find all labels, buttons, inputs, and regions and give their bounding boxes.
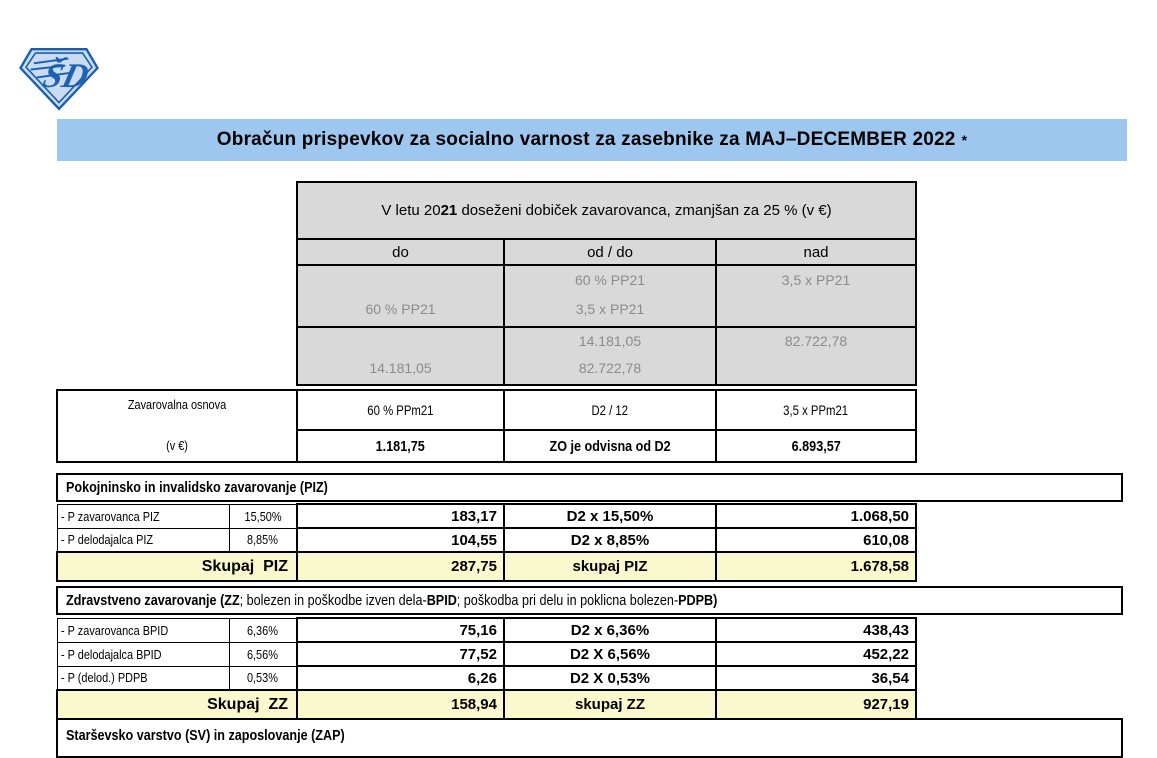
total-formula: skupaj PIZ (504, 552, 716, 581)
osnova-label-line2: (v €) (166, 438, 188, 453)
row-rate: 6,36% (247, 622, 279, 638)
zz-table (56, 617, 917, 720)
total-label: Skupaj PIZ (57, 552, 297, 581)
bracket-column-header-row (297, 239, 916, 265)
bracket-header-row (297, 182, 916, 239)
section-title-sv: Starševsko varstvo (SV) in zaposlovanje (ZAP) (66, 727, 345, 744)
bracket-oddo-amount: 14.181,05 82.722,78 (504, 327, 716, 385)
bracket-nad-formula: 3,5 x PP21 (716, 265, 916, 327)
total-label: Skupaj ZZ (57, 690, 297, 719)
table-row (57, 618, 916, 642)
profit-bracket-table (296, 181, 917, 386)
total-value2: 927,19 (716, 690, 916, 719)
total-value2: 1.678,58 (716, 552, 916, 581)
caption-part3: doseženi dobiček zavarovanca, zmanjšan za 25 % (v €) (457, 202, 832, 219)
sd-diamond-logo (19, 46, 99, 112)
row-value: 104,55 (297, 528, 504, 552)
bracket-do-formula: 60 % PP21 (297, 265, 504, 327)
row-formula: D2 x 6,36% (504, 618, 716, 642)
row-value2: 1.068,50 (716, 504, 916, 528)
row-value2: 610,08 (716, 528, 916, 552)
bracket-formula-row (297, 265, 916, 327)
title-footnote-asterisk: * (961, 132, 968, 148)
row-formula: D2 X 6,56% (504, 642, 716, 666)
row-rate: 8,85% (247, 532, 279, 548)
table-row (57, 504, 916, 528)
bracket-table-caption (297, 182, 916, 239)
section-title-zz: Zdravstveno zavarovanje (ZZ; bolezen in poškodbe izven dela-BPID; poškodba pri delu in poklicna bolezen-PDPB) (66, 592, 718, 609)
osnova-label-line1: Zavarovalna osnova (127, 397, 227, 412)
row-rate: 15,50% (244, 508, 282, 524)
total-formula: skupaj ZZ (504, 690, 716, 719)
osnova-value-nad: 6.893,57 (791, 437, 841, 455)
row-value: 75,16 (297, 618, 504, 642)
document-title: Obračun prispevkov za socialno varnost za zasebnike za MAJ–DECEMBER 2022 (216, 129, 956, 150)
osnova-value-oddo: ZO je odvisna od D2 (549, 437, 671, 455)
osnova-label-cell (57, 390, 297, 462)
section-title-piz: Pokojninsko in invalidsko zavarovanje (PIZ) (66, 479, 328, 496)
column-header-nad: nad (716, 239, 916, 265)
osnova-value-do: 1.181,75 (375, 437, 426, 455)
row-rate: 0,53% (247, 670, 279, 686)
document-title-bar (57, 119, 1127, 161)
row-rate: 6,56% (247, 646, 279, 662)
column-header-do: do (297, 239, 504, 265)
bracket-amount-row (297, 327, 916, 385)
row-value: 77,52 (297, 642, 504, 666)
osnova-formula-nad: 3,5 x PPm21 (783, 402, 849, 418)
piz-table (56, 503, 917, 582)
row-formula: D2 X 0,53% (504, 666, 716, 690)
caption-part2: 21 (440, 202, 458, 219)
section-header-zz (56, 586, 1123, 615)
section-header-sv (56, 718, 1123, 758)
row-label: - P delodajalca PIZ (60, 532, 153, 548)
bracket-nad-amount: 82.722,78 (716, 327, 916, 385)
row-value2: 36,54 (716, 666, 916, 690)
row-value2: 452,22 (716, 642, 916, 666)
row-value: 6,26 (297, 666, 504, 690)
bracket-do-amount: 14.181,05 (297, 327, 504, 385)
total-row-piz (57, 552, 916, 581)
logo-letters: ŠD (38, 56, 93, 95)
row-formula: D2 x 8,85% (504, 528, 716, 552)
row-label: - P zavarovanca PIZ (60, 508, 160, 524)
total-value: 158,94 (297, 690, 504, 719)
osnova-formula-row (57, 390, 916, 430)
row-value: 183,17 (297, 504, 504, 528)
osnova-formula-oddo: D2 / 12 (591, 402, 629, 418)
total-value: 287,75 (297, 552, 504, 581)
row-value2: 438,43 (716, 618, 916, 642)
section-header-piz (56, 473, 1123, 502)
total-row-zz (57, 690, 916, 719)
table-row (57, 528, 916, 552)
row-label: - P (delod.) PDPB (60, 670, 148, 686)
row-label: - P zavarovanca BPID (60, 622, 168, 638)
table-row (57, 642, 916, 666)
row-label: - P delodajalca BPID (60, 646, 162, 662)
row-formula: D2 x 15,50% (504, 504, 716, 528)
insurance-base-table (56, 389, 917, 463)
osnova-formula-do: 60 % PPm21 (367, 402, 434, 418)
column-header-oddo: od / do (504, 239, 716, 265)
caption-part1: V letu 20 (381, 202, 441, 219)
bracket-oddo-formula: 60 % PP21 3,5 x PP21 (504, 265, 716, 327)
table-row (57, 666, 916, 690)
